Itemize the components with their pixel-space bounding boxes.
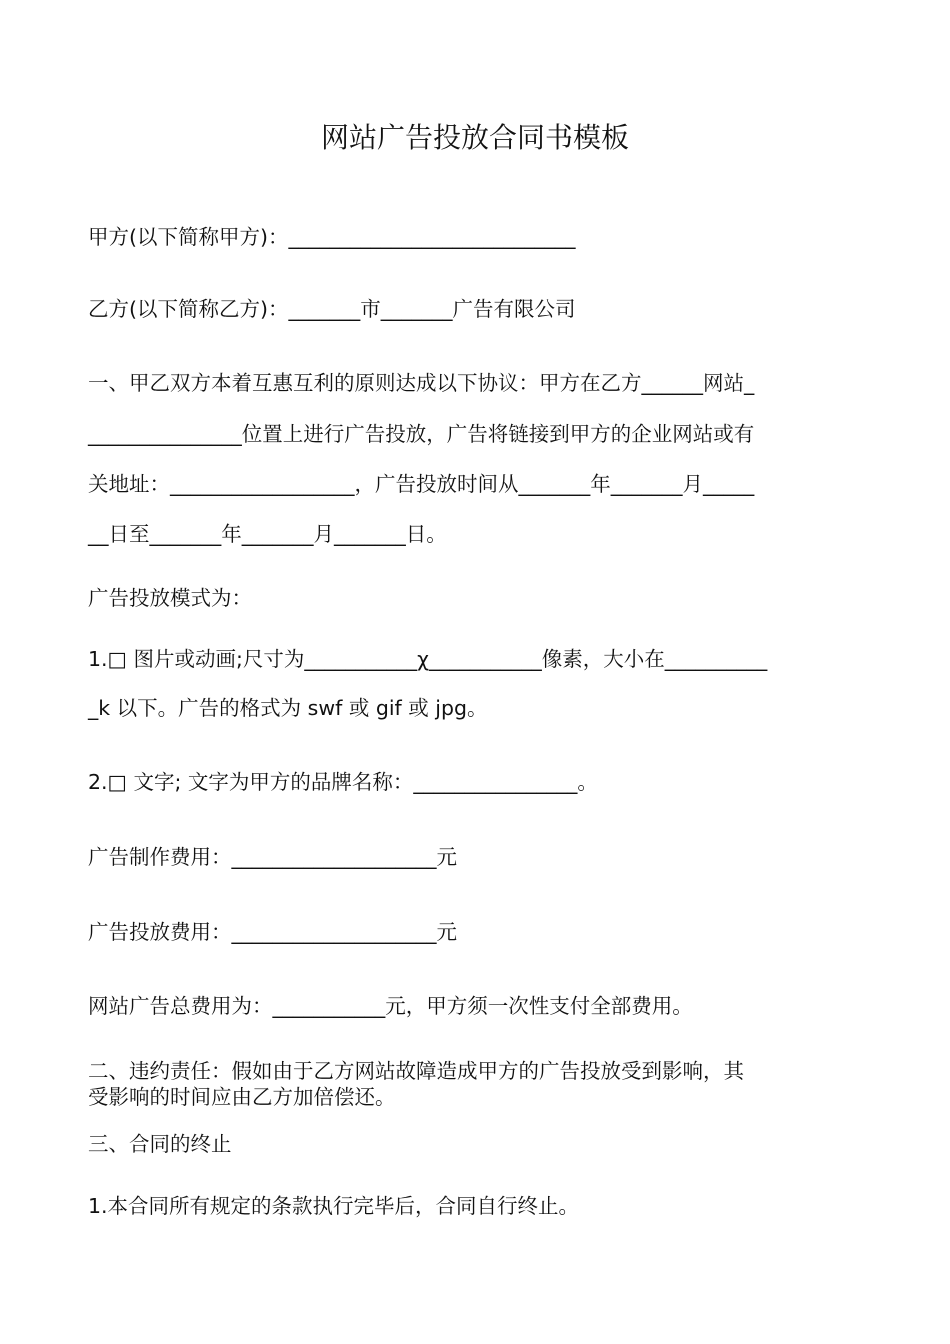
party-a-line: 甲方(以下简称甲方)：____________________________ (88, 225, 576, 249)
clause-1-line-1: 一、甲乙双方本着互惠互利的原则达成以下协议：甲方在乙方______网站_ (88, 371, 755, 395)
mode-1-line-1: 1.□ 图片或动画;尺寸为___________χ___________像素，大小在__________ (88, 647, 768, 671)
clause-2-line-2: 受影响的时间应由乙方加倍偿还。 (88, 1085, 396, 1109)
total-fee-line: 网站广告总费用为：___________元，甲方须一次性支付全部费用。 (88, 994, 693, 1018)
production-fee-line: 广告制作费用：____________________元 (88, 845, 457, 869)
clause-2-line-1: 二、违约责任：假如由于乙方网站故障造成甲方的广告投放受到影响，其 (88, 1059, 744, 1083)
mode-2-line: 2.□ 文字; 文字为甲方的品牌名称：________________。 (88, 770, 598, 794)
placement-fee-line: 广告投放费用：____________________元 (88, 920, 457, 944)
clause-3-heading: 三、合同的终止 (88, 1132, 232, 1156)
mode-1-line-2: _k 以下。广告的格式为 swf 或 gif 或 jpg。 (88, 696, 488, 720)
document-title: 网站广告投放合同书模板 (320, 121, 629, 154)
clause-1-line-2: _______________位置上进行广告投放，广告将链接到甲方的企业网站或有 (88, 422, 755, 446)
clause-3-item-1: 1.本合同所有规定的条款执行完毕后，合同自行终止。 (88, 1194, 580, 1218)
party-b-line: 乙方(以下简称乙方)：_______市_______广告有限公司 (88, 297, 576, 321)
ad-mode-heading: 广告投放模式为： (88, 586, 252, 610)
clause-1-line-4: __日至_______年_______月_______日。 (88, 522, 447, 546)
clause-1-line-3: 关地址：__________________，广告投放时间从_______年_______月_____ (88, 472, 755, 496)
